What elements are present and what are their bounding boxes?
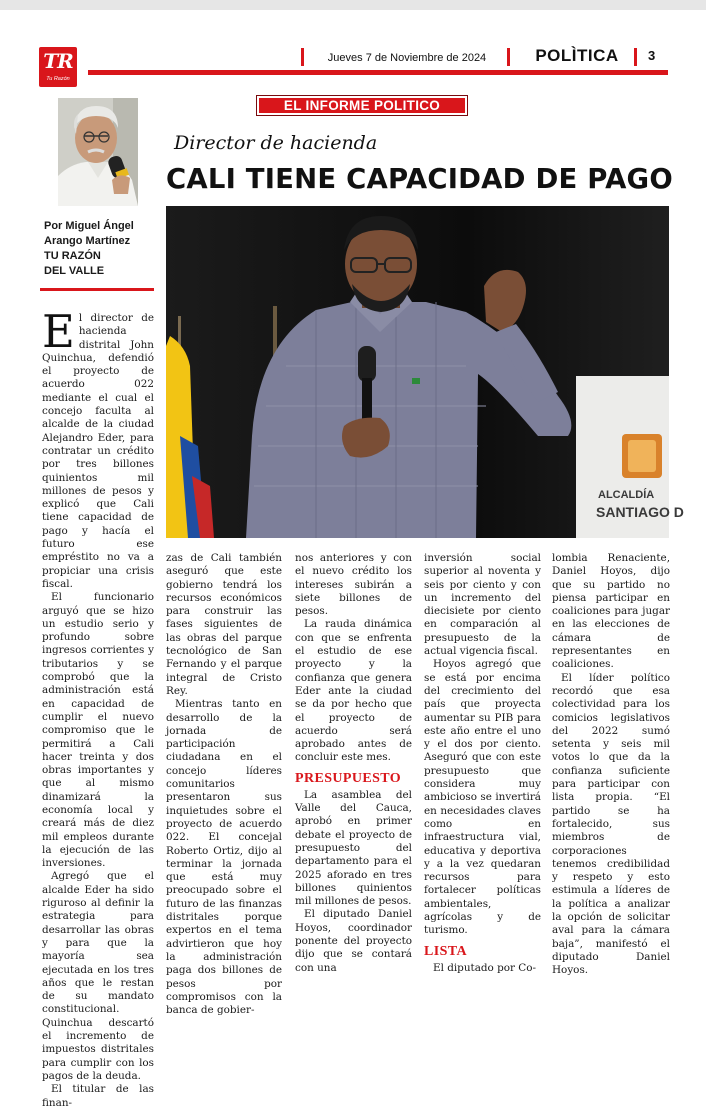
speaker-photo-illustration <box>166 206 684 538</box>
logo-initials: TR <box>43 49 73 73</box>
banner-line: ALCALDÍA <box>598 489 655 501</box>
paragraph-text: l director de hacienda distrital John Quinchua, defendió el proyecto de acuerdo 022 mediante el cual el concejo faculta al alcalde de la ciudad Alejandro Eder, para contratar un crédito por tres billones quinientos mil millones de pesos y explicó que Cali tiene capacidad de pago y hacía el futuro ese empréstito no va a propiciar una crisis fiscal. <box>42 312 154 590</box>
logo-subtitle: Tu Razón <box>46 76 70 82</box>
author-portrait-illustration <box>58 98 138 206</box>
article-paragraph: Agregó que el alcalde Eder ha sido riguroso al definir la estrategia para desarrollar las obras y para que la mayoría sea ejecutada en los tres años que le restan de su mandato constitucional. Quinchua descartó el incremento de impuestos distritales para cumplir con los pagos de la deuda. <box>42 870 154 1082</box>
byline-line: Arango Martínez <box>44 235 131 247</box>
byline-line: TU RAZÓN <box>44 250 101 262</box>
section-subheading: LISTA <box>424 943 467 959</box>
article-paragraph: zas de Cali también aseguró que este gobierno tendrá los recursos económicos para construir las fases siguientes de las obras del parque tecnológico de San Fernando y el parque integral de Cristo Rey. <box>166 552 282 697</box>
article-paragraph: La asamblea del Valle del Cauca, aprobó en primer debate el proyecto de presupuesto del departamento para el 2025 aforado en tres billones quinientos mil millones de pesos. <box>295 788 412 908</box>
article-paragraph: La rauda dinámica con que se enfrenta el estudio de ese proyecto y la confianza que genera Eder ante la ciudad se da por hecho que el proyecto de acuerdo será aprobado antes de concluir este mes. <box>295 618 412 764</box>
article-column-3 <box>295 552 412 975</box>
header-rule <box>88 70 668 75</box>
article-paragraph: Mientras tanto en desarrollo de la jornada de participación ciudadana en el concejo líderes comunitarios presentaron sus inquietudes sobre el proyecto de acuerdo 022. El concejal Roberto Ortiz, dijo al terminar la jornada que está muy preocupado sobre el futuro de las finanzas distritales porque expertos en el tema advirtieron que hoy la administración paga dos billones de pesos por compromisos con la banca de gobier- <box>166 698 282 1017</box>
header-divider <box>507 48 510 66</box>
section-subheading: PRESUPUESTO <box>295 770 402 786</box>
newspaper-logo <box>39 47 77 87</box>
issue-date: Jueves 7 de Noviembre de 2024 <box>327 52 487 64</box>
author-photo <box>58 98 138 206</box>
top-band <box>0 0 706 10</box>
article-paragraph: El líder político recordó que esa colectividad para los comicios legislativos del 2022 sumó setenta y seis mil votos lo que da la confianza suficiente para participar con lista propia. “El partido se ha fortalecido, sus miembros de corporaciones tenemos credibilidad y respeto y esto estimula a líderes de la política a analizar la opción de solicitar aval para la cámara baja”, manifestó el diputado Daniel Hoyos. <box>552 671 670 977</box>
article-headline: CALI TIENE CAPACIDAD DE PAGO <box>166 163 673 195</box>
kicker-banner <box>256 95 468 116</box>
banner-line: SANTIAGO D <box>596 504 684 520</box>
drop-cap: E <box>42 305 75 358</box>
article-subhead: Director de hacienda <box>174 132 378 154</box>
byline-line: DEL VALLE <box>44 265 105 277</box>
kicker-label: EL INFORME POLITICO <box>283 98 441 113</box>
article-column-5 <box>552 552 670 978</box>
article-paragraph: El funcionario arguyó que se hizo un estudio serio y profundo sobre ingresos corrientes y tributarios y se comprobó que la administración está en capacidad de cumplir el nuevo compromiso que le permitirá a Cali hacer treinta y dos obras importantes y que al mismo dinamizará la economía local y creará más de diez mil empleos durante la ejecución de las inversiones. <box>42 591 154 870</box>
article-paragraph: El diputado Daniel Hoyos, coordinador ponente del proyecto dijo que se contará con una <box>295 908 412 974</box>
article-paragraph: lombia Renaciente, Daniel Hoyos, dijo que su partido no piensa participar en coaliciones para jugar en las elecciones de cámara de representantes en coaliciones. <box>552 552 670 671</box>
article-paragraph: inversión social superior al noventa y seis por ciento y con un incremento del diecisiete por ciento en comparación al presupuesto de la actual vigencia fiscal. <box>424 552 541 658</box>
byline-line: Por Miguel Ángel <box>44 220 134 232</box>
article-paragraph: El diputado por Co- <box>433 961 537 974</box>
article-paragraph: nos anteriores y con el nuevo crédito los intereses subirán a siete billones de pesos. <box>295 552 412 618</box>
author-byline <box>44 219 154 279</box>
byline-rule <box>40 288 154 291</box>
article-column-1 <box>42 305 154 1110</box>
page-number: 3 <box>648 48 656 63</box>
section-name: POLÌTICA <box>535 46 619 65</box>
article-column-4 <box>424 552 541 975</box>
article-paragraph <box>42 305 154 591</box>
article-paragraph: El titular de las finan- <box>42 1083 154 1109</box>
article-column-2 <box>166 552 282 1017</box>
main-photo <box>166 206 684 538</box>
article-paragraph: Hoyos agregó que se está por encima del crecimiento del país que proyecta aumentar su PIB para este año entre el uno y el dos por ciento. Aseguró que con este presupuesto que considera muy ambicioso se invertirá en necesidades claves como en infraestructura vial, educativa y deportiva y a la vez quedaran recursos para fortalecer políticas ambientales, agrícolas y de turismo. <box>424 658 541 937</box>
header-divider <box>301 48 304 66</box>
header-divider <box>634 48 637 66</box>
